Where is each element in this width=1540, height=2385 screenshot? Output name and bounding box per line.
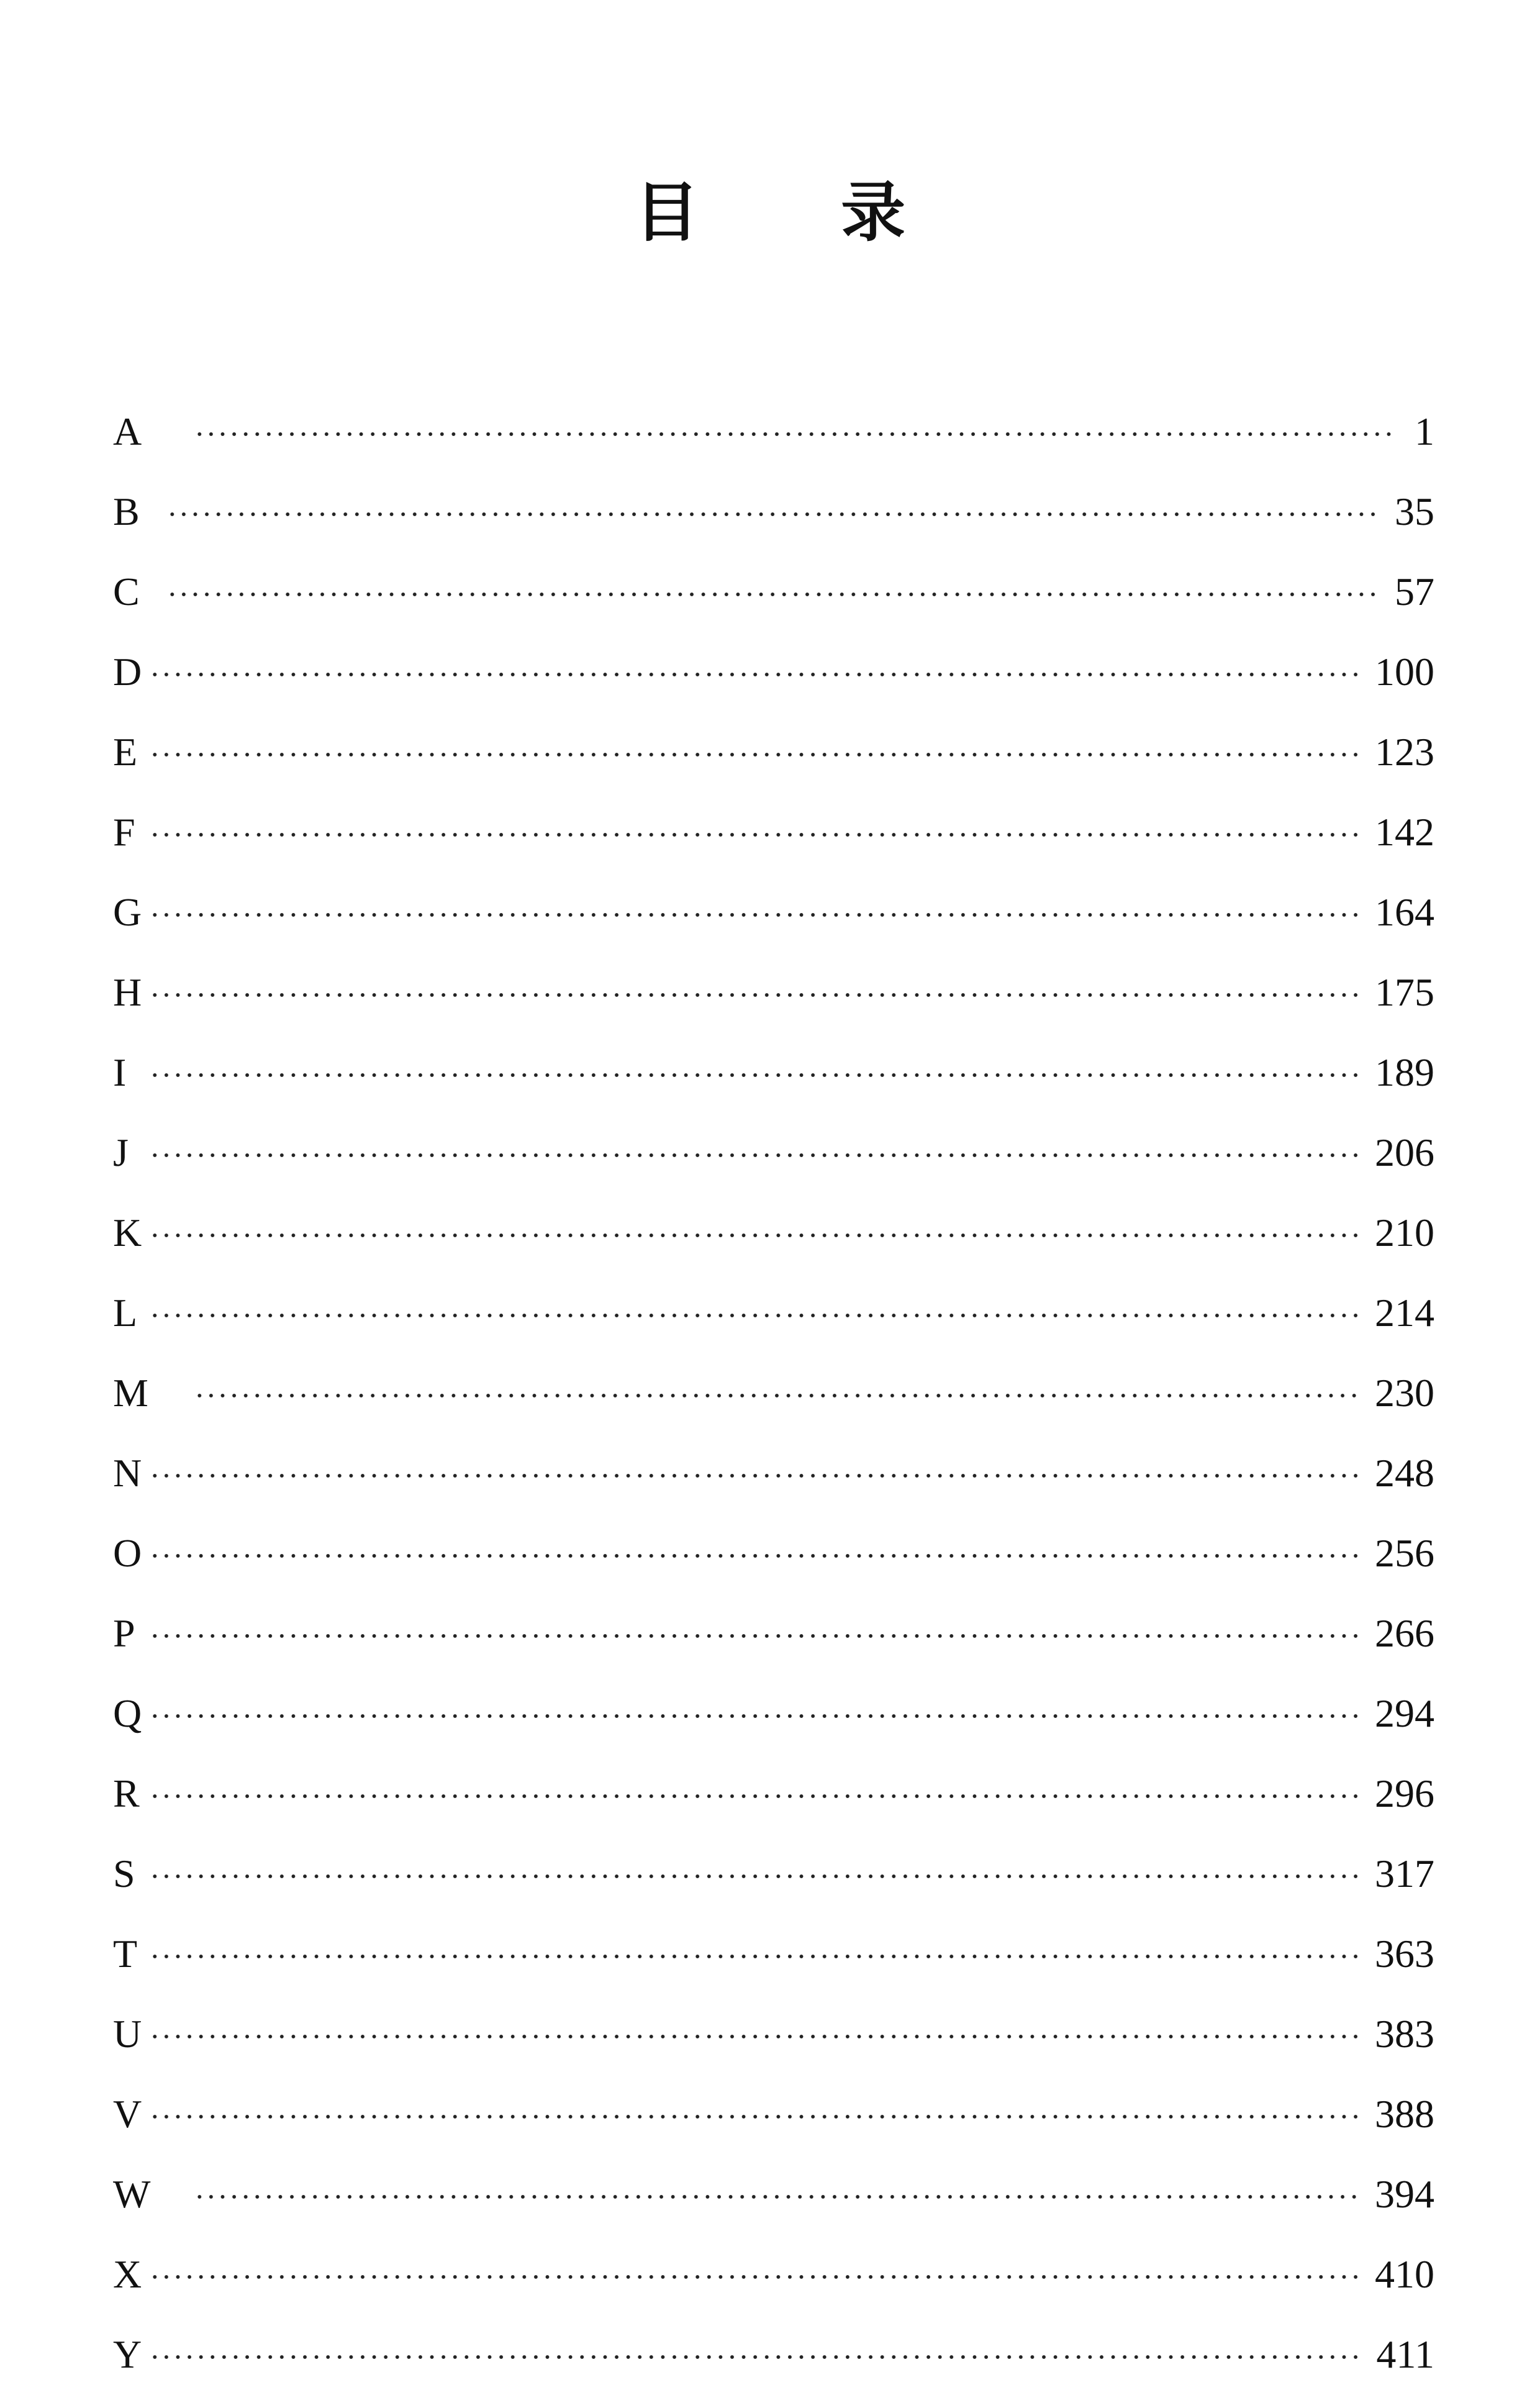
toc-page-number: 317 [1375, 1851, 1434, 1896]
toc-entry-m[interactable] [113, 1353, 1434, 1433]
dot-leader [149, 1794, 1359, 1798]
toc-entry-k[interactable] [113, 1192, 1434, 1273]
toc-page-number: 230 [1375, 1370, 1434, 1415]
toc-entry-h[interactable] [113, 952, 1434, 1032]
dot-leader [194, 432, 1398, 436]
dot-leader [194, 2195, 1359, 2199]
toc-page-number: 294 [1375, 1691, 1434, 1735]
toc-page-number: 248 [1375, 1450, 1434, 1495]
toc-entry-i[interactable] [113, 1032, 1434, 1112]
dot-leader [149, 673, 1359, 676]
toc-letter: B [113, 489, 140, 534]
dot-leader [149, 1153, 1359, 1157]
dot-leader [149, 753, 1359, 756]
dot-leader [149, 2355, 1360, 2359]
toc-page-number: 189 [1375, 1050, 1434, 1094]
toc-page-number: 296 [1375, 1771, 1434, 1815]
toc-entry-e[interactable] [113, 712, 1434, 792]
toc-page-number: 383 [1375, 2011, 1434, 2056]
toc-entry-c[interactable] [113, 552, 1434, 632]
page-title: 目 录 [634, 175, 966, 250]
toc-letter: Y [113, 2332, 142, 2376]
toc-letter: D [113, 649, 142, 694]
toc-page-number: 142 [1375, 809, 1434, 854]
dot-leader [149, 993, 1359, 997]
toc-page-number: 256 [1375, 1530, 1434, 1575]
toc-page-number: 123 [1375, 729, 1434, 774]
toc-letter: I [113, 1050, 127, 1094]
dot-leader [149, 2275, 1359, 2279]
toc-page-number: 214 [1375, 1290, 1434, 1335]
toc-letter: O [113, 1530, 142, 1575]
toc-letter: K [113, 1210, 142, 1255]
dot-leader [194, 1394, 1359, 1397]
toc-entry-u[interactable] [113, 1994, 1434, 2074]
toc-letter: V [113, 2091, 142, 2136]
toc-letter: C [113, 569, 140, 614]
dot-leader [166, 593, 1379, 596]
dot-leader [149, 1955, 1359, 1958]
toc-letter: R [113, 1771, 140, 1815]
dot-leader [149, 1634, 1359, 1638]
toc-entry-o[interactable] [113, 1513, 1434, 1593]
dot-leader [149, 1714, 1359, 1718]
dot-leader [149, 1474, 1359, 1478]
dot-leader [149, 913, 1359, 917]
toc-letter: A [113, 409, 142, 453]
toc-entry-f[interactable] [113, 792, 1434, 872]
table-of-contents [113, 391, 1434, 2385]
dot-leader [149, 1233, 1359, 1237]
toc-letter: X [113, 2251, 142, 2296]
toc-page-number: 410 [1375, 2251, 1434, 2296]
dot-leader [149, 1554, 1359, 1558]
toc-letter: P [113, 1610, 135, 1655]
toc-entry-q[interactable] [113, 1673, 1434, 1753]
toc-page-number: 266 [1375, 1610, 1434, 1655]
toc-letter: U [113, 2011, 142, 2056]
toc-entry-w[interactable] [113, 2154, 1434, 2234]
toc-entry-x[interactable] [113, 2234, 1434, 2314]
toc-letter: S [113, 1851, 135, 1896]
toc-letter: L [113, 1290, 138, 1335]
dot-leader [149, 1874, 1359, 1878]
dot-leader [149, 2115, 1359, 2119]
toc-entry-d[interactable] [113, 632, 1434, 712]
toc-page-number: 394 [1375, 2171, 1434, 2216]
toc-entry-l[interactable] [113, 1273, 1434, 1353]
toc-page-number: 57 [1395, 569, 1434, 614]
toc-page-number: 206 [1375, 1130, 1434, 1174]
toc-entry-j[interactable] [113, 1112, 1434, 1192]
toc-page-number: 388 [1375, 2091, 1434, 2136]
toc-page-number: 363 [1375, 1931, 1434, 1976]
toc-entry-n[interactable] [113, 1433, 1434, 1513]
dot-leader [149, 1314, 1359, 1317]
toc-page-number: 411 [1376, 2332, 1434, 2376]
toc-page-number: 175 [1375, 970, 1434, 1014]
toc-page-number: 1 [1415, 409, 1434, 453]
toc-entry-s[interactable] [113, 1833, 1434, 1914]
dot-leader [166, 512, 1379, 516]
toc-letter: W [113, 2171, 151, 2216]
toc-entry-b[interactable] [113, 471, 1434, 552]
toc-entry-g[interactable] [113, 872, 1434, 952]
toc-letter: E [113, 729, 138, 774]
toc-letter: N [113, 1450, 142, 1495]
toc-letter: J [113, 1130, 129, 1174]
dot-leader [149, 2035, 1359, 2038]
toc-page-number: 164 [1375, 889, 1434, 934]
toc-letter: M [113, 1370, 148, 1415]
toc-entry-p[interactable] [113, 1593, 1434, 1673]
dot-leader [149, 1073, 1359, 1077]
toc-entry-a[interactable] [113, 391, 1434, 471]
toc-letter: H [113, 970, 142, 1014]
dot-leader [149, 833, 1359, 837]
toc-page-number: 100 [1375, 649, 1434, 694]
toc-letter: Q [113, 1691, 142, 1735]
toc-entry-v[interactable] [113, 2074, 1434, 2154]
toc-letter: F [113, 809, 135, 854]
toc-letter: T [113, 1931, 138, 1976]
toc-entry-r[interactable] [113, 1753, 1434, 1833]
toc-page-number: 210 [1375, 1210, 1434, 1255]
toc-entry-t[interactable] [113, 1914, 1434, 1994]
toc-entry-y[interactable] [113, 2314, 1434, 2385]
toc-letter: G [113, 889, 142, 934]
toc-page-number: 35 [1395, 489, 1434, 534]
